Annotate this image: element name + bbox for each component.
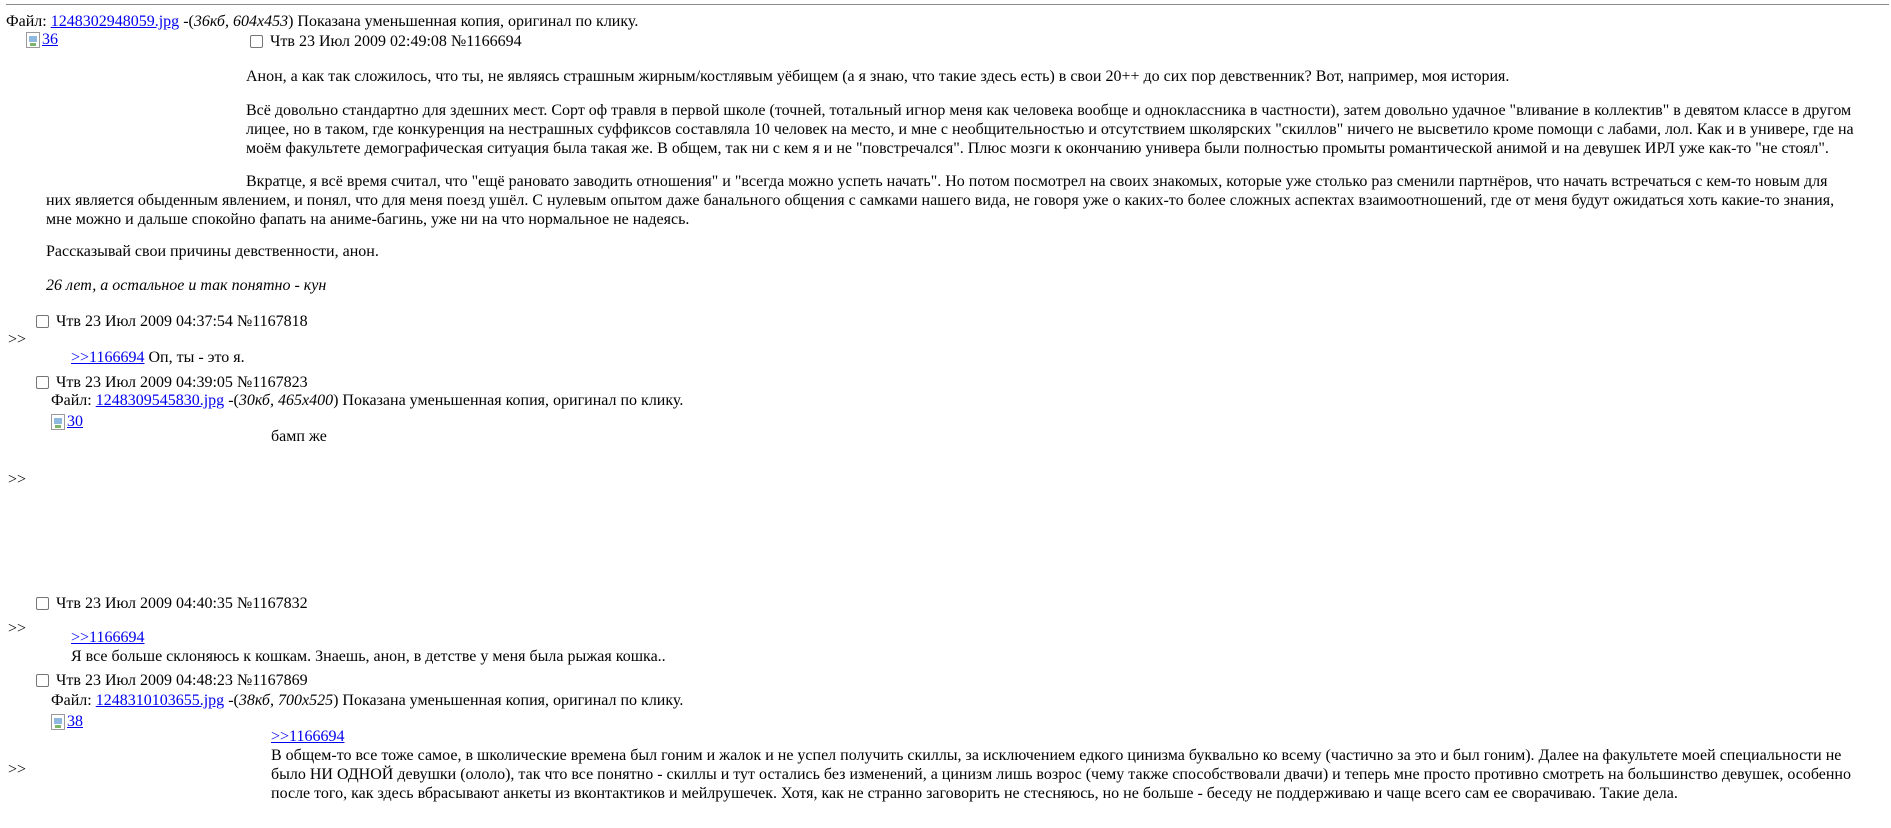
reply-3-select-checkbox[interactable] xyxy=(36,597,49,610)
reply-4-file-info: Файл: 1248310103655.jpg -(38кб, 700x525) Показана уменьшенная копия, оригинал по клику. xyxy=(51,692,684,709)
reply-2-thumbnail-alt[interactable]: 30 xyxy=(67,413,83,430)
reply-4-ref-link[interactable]: >>1166694 xyxy=(271,728,345,745)
op-thumbnail-alt[interactable]: 36 xyxy=(42,31,58,48)
reply-4-post-number[interactable]: №1167869 xyxy=(236,672,308,689)
reply-3-post-number[interactable]: №1167832 xyxy=(236,595,308,612)
reply-3-text: Я все больше склоняюсь к кошкам. Знаешь, анон, в детстве у меня была рыжая кошка.. xyxy=(71,648,666,665)
reply-3-ref-link[interactable]: >>1166694 xyxy=(71,629,145,646)
broken-image-icon xyxy=(51,414,65,430)
reply-3-marker: >> xyxy=(8,620,27,637)
reply-4-date: Чтв 23 Июл 2009 04:48:23 xyxy=(56,672,233,689)
reply-1-header xyxy=(56,312,308,331)
op-thumbnail[interactable] xyxy=(26,31,58,49)
op-file-link[interactable]: 1248302948059.jpg xyxy=(50,13,180,30)
reply-3-date: Чтв 23 Июл 2009 04:40:35 xyxy=(56,595,233,612)
reply-2-date: Чтв 23 Июл 2009 04:39:05 xyxy=(56,374,233,391)
reply-3-ref xyxy=(71,628,144,647)
reply-4-file-link[interactable]: 1248310103655.jpg xyxy=(95,692,225,709)
reply-1-text: Оп, ты - это я. xyxy=(148,349,245,366)
op-paragraph-1: Анон, а как так сложилось, что ты, не являясь страшным жирным/костлявым уёбищем (а я знаю, что такие здесь есть) в свои 20++ до сих пор девственник? Вот, например, моя история. xyxy=(246,68,1510,85)
reply-2-marker: >> xyxy=(8,471,27,488)
file-label: Файл: xyxy=(6,13,47,30)
op-paragraph-5: 26 лет, а остальное и так понятно - кун xyxy=(46,277,327,294)
reply-2-text: бамп же xyxy=(271,428,327,445)
reply-1-post-number[interactable]: №1167818 xyxy=(236,313,308,330)
top-divider xyxy=(6,4,1889,5)
reply-1-marker: >> xyxy=(8,331,27,348)
shrunk-note: Показана уменьшенная копия, оригинал по клику. xyxy=(297,13,639,30)
op-select-checkbox[interactable] xyxy=(250,35,263,48)
op-post-number[interactable]: №1166694 xyxy=(450,33,522,50)
shrunk-note: Показана уменьшенная копия, оригинал по клику. xyxy=(342,392,684,409)
op-paragraph-2: Всё довольно стандартно для здешних мест. Сорт оф травля в первой школе (точней, тотальный игнор меня как человека вообще и одноклассника в частности), затем довольно удачное "вливание в коллектив" в девятом классе в другом лицее, но в таком, где конкуренция на нестрашных суффиксов составляла 10 человек на место, и мне с необщительностью и отсутствием школярских "скиллов" ничего не высветило кроме помощи с лабами, лол. Как и в универе, где на моём факультете демографическая ситуация была такая же. В общем, так ни с кем я и не "повстречался". Плюс мозги к окончанию универа были полностью промыты романтической анимой и на девушек ИРЛ уже как-то "не стоял". xyxy=(246,102,1854,157)
file-label: Файл: xyxy=(51,692,92,709)
broken-image-icon xyxy=(51,714,65,730)
reply-4-thumbnail-alt[interactable]: 38 xyxy=(67,713,83,730)
file-label: Файл: xyxy=(51,392,92,409)
reply-4-thumbnail[interactable] xyxy=(51,713,83,731)
broken-image-icon xyxy=(26,32,40,48)
reply-4-marker: >> xyxy=(8,761,27,778)
reply-4-text: В общем-то все тоже самое, в школические времена был гоним и жалок и не успел получить скиллы, за исключением едкого цинизма буквально ко всему (частично за это и был гоним). Далее на факультете моей специальности не было НИ ОДНОЙ девушки (ололо), так что все понятно - скиллы и тут остались без изменений, а цинизм лишь возрос (чему также способствовали двачи) и теперь мне просто противно смотреть на большинство девушек, особенно после того, как здесь вбрасывают анкеты из вконтактиков и мейлрушечек. Хотя, как не странно заговорить не стесняюсь, но не больше - беседу не поддерживаю и чаще всего сам ее сворачиваю. Такие дела. xyxy=(271,747,1851,802)
reply-1-select-checkbox[interactable] xyxy=(36,315,49,328)
op-date: Чтв 23 Июл 2009 02:49:08 xyxy=(270,33,447,50)
reply-1-body xyxy=(71,348,245,367)
op-file-info: Файл: 1248302948059.jpg -(36кб, 604x453) Показана уменьшенная копия, оригинал по клику. xyxy=(6,13,639,30)
reply-2-post-number[interactable]: №1167823 xyxy=(236,374,308,391)
reply-4-header xyxy=(56,671,308,690)
reply-2-file-info: Файл: 1248309545830.jpg -(30кб, 465x400) Показана уменьшенная копия, оригинал по клику. xyxy=(51,392,684,409)
shrunk-note: Показана уменьшенная копия, оригинал по клику. xyxy=(342,692,684,709)
reply-4-select-checkbox[interactable] xyxy=(36,674,49,687)
reply-1-date: Чтв 23 Июл 2009 04:37:54 xyxy=(56,313,233,330)
reply-3-header xyxy=(56,594,308,613)
reply-2-select-checkbox[interactable] xyxy=(36,376,49,389)
reply-2-header xyxy=(56,373,308,392)
op-post-header xyxy=(270,32,522,51)
reply-1-ref-link[interactable]: >>1166694 xyxy=(71,349,145,366)
op-paragraph-3-rest: них является обыденным явлением, и понял, что для меня поезд ушёл. С нулевым опытом даже банального общения с самками нашего вида, не говоря уже о каких-то более сложных аспектах взаимоотношений, где от меня будут ожидаться хоть какие-то знания, мне можно и дальше спокойно фапать на аниме-багинь, уже ни на что нормальное не надеясь. xyxy=(46,192,1835,228)
op-paragraph-4: Рассказывай свои причины девственности, анон. xyxy=(46,243,379,260)
op-paragraph-3-line-1: Вкратце, я всё время считал, что "ещё рановато заводить отношения" и "всегда можно успеть начать". Но потом посмотрел на своих знакомых, которые уже столько раз сменили партнёров, что начать встречаться с кем-то новым для xyxy=(246,173,1828,190)
reply-4-ref xyxy=(271,727,344,746)
reply-2-file-link[interactable]: 1248309545830.jpg xyxy=(95,392,225,409)
reply-2-thumbnail[interactable] xyxy=(51,413,83,431)
